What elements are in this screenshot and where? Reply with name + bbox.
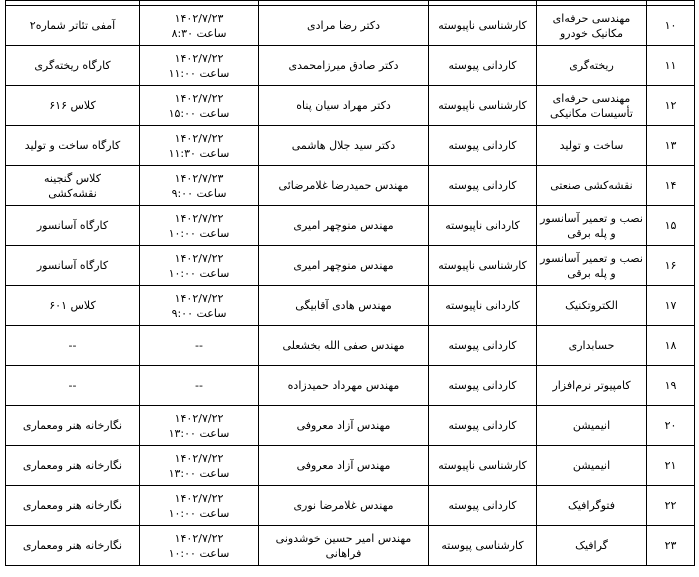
- table-row: [6, 486, 695, 526]
- date-time-cell: [140, 406, 259, 446]
- row-number-cell: [647, 286, 695, 326]
- location-cell-line: نگارخانه هنر ومعماری: [22, 499, 123, 512]
- level-cell-text: کارشناسی ناپیوسته: [438, 99, 527, 112]
- table-row: [6, 126, 695, 166]
- location-cell-line: نگارخانه هنر ومعماری: [22, 539, 123, 552]
- field-cell: [537, 6, 647, 46]
- instructor-cell-line: مهندس صفی الله بخشعلی: [282, 339, 405, 352]
- date-time-cell: [140, 6, 259, 46]
- row-number-cell-text: ۲۱: [664, 459, 677, 472]
- field-cell-line: ساخت و تولید: [559, 139, 624, 152]
- field-cell-line: مکانیک خودرو: [559, 26, 624, 40]
- location-cell-line: نقشه‌کشی: [48, 186, 97, 200]
- location-cell-line: کارگاه ریخته‌گری: [34, 59, 111, 72]
- date-time-cell: [140, 326, 259, 366]
- instructor-cell: [259, 446, 429, 486]
- level-cell-text: کاردانی پیوسته: [448, 339, 517, 352]
- instructor-cell: [259, 326, 429, 366]
- location-cell: [6, 86, 140, 126]
- field-cell: [537, 46, 647, 86]
- field-cell-line: و پله برقی: [567, 266, 616, 280]
- date-time-cell: [140, 366, 259, 406]
- level-cell: [429, 286, 537, 326]
- location-cell-line: نگارخانه هنر ومعماری: [22, 459, 123, 472]
- location-cell: [6, 46, 140, 86]
- row-number-cell-text: ۱۷: [664, 299, 677, 312]
- date-time-cell-line: ۱۴۰۲/۷/۲۲: [174, 411, 224, 425]
- table-row: [6, 286, 695, 326]
- row-number-cell-text: ۱۱: [664, 59, 677, 72]
- location-cell: [6, 326, 140, 366]
- instructor-cell: [259, 366, 429, 406]
- instructor-cell: [259, 6, 429, 46]
- date-time-cell-line: ۱۴۰۲/۷/۲۲: [174, 291, 224, 305]
- date-time-cell: [140, 46, 259, 86]
- date-time-cell-line: ساعت ۱۰:۰۰: [168, 226, 230, 240]
- date-time-cell-line: ۱۴۰۲/۷/۲۳: [174, 11, 224, 25]
- location-cell-line: کلاس ۶۱۶: [49, 99, 96, 112]
- instructor-cell: [259, 246, 429, 286]
- instructor-cell-line: دکتر صادق میرزامحمدی: [288, 59, 399, 72]
- field-cell-line: تأسیسات مکانیکی: [550, 106, 633, 120]
- row-number-cell: [647, 326, 695, 366]
- field-cell-line: انیمیشن: [572, 459, 611, 472]
- date-time-cell-line: ساعت ۱۳:۰۰: [168, 426, 230, 440]
- date-time-cell-line: ۱۴۰۲/۷/۲۲: [174, 51, 224, 65]
- date-time-cell: [140, 446, 259, 486]
- row-number-cell-text: ۱۹: [664, 379, 677, 392]
- instructor-cell-line: مهندس امیر حسین خوشدونی: [275, 531, 412, 545]
- date-time-cell-line: ۱۴۰۲/۷/۲۳: [174, 171, 224, 185]
- level-cell-text: کاردانی پیوسته: [448, 419, 517, 432]
- location-cell: [6, 406, 140, 446]
- instructor-cell: [259, 486, 429, 526]
- location-cell: [6, 126, 140, 166]
- location-cell-line: کارگاه آسانسور: [36, 259, 109, 272]
- level-cell: [429, 326, 537, 366]
- field-cell: [537, 126, 647, 166]
- instructor-cell: [259, 166, 429, 206]
- instructor-cell-line: مهندس منوچهر امیری: [293, 259, 394, 272]
- field-cell: [537, 246, 647, 286]
- location-cell: [6, 246, 140, 286]
- instructor-cell-line: مهندس آزاد معروفی: [296, 459, 391, 472]
- level-cell-text: کارشناسی ناپیوسته: [438, 259, 527, 272]
- level-cell: [429, 86, 537, 126]
- field-cell-line: و پله برقی: [567, 226, 616, 240]
- date-time-cell-line: ۱۴۰۲/۷/۲۲: [174, 251, 224, 265]
- location-cell: [6, 206, 140, 246]
- row-number-cell-text: ۱۸: [664, 339, 677, 352]
- field-cell-line: گرافیک: [575, 539, 608, 552]
- level-cell-text: کارشناسی پیوسته: [441, 539, 524, 552]
- field-cell: [537, 366, 647, 406]
- instructor-cell-line: دکتر سید جلال هاشمی: [291, 139, 396, 152]
- level-cell-text: کارشناسی ناپیوسته: [438, 459, 527, 472]
- location-cell-line: --: [68, 339, 77, 352]
- location-cell: [6, 486, 140, 526]
- location-cell-line: آمفی تئاتر شماره۲: [29, 19, 116, 32]
- level-cell: [429, 126, 537, 166]
- instructor-cell: [259, 406, 429, 446]
- level-cell-text: کارشناسی ناپیوسته: [438, 19, 527, 32]
- date-time-cell-line: ساعت ۱۰:۰۰: [168, 266, 230, 280]
- row-number-cell: [647, 526, 695, 566]
- instructor-cell-line: فراهانی: [325, 546, 362, 560]
- field-cell: [537, 326, 647, 366]
- instructor-cell-line: دکتر مهراد سیان پناه: [296, 99, 391, 112]
- field-cell: [537, 446, 647, 486]
- date-time-cell: [140, 286, 259, 326]
- date-time-cell-line: ساعت ۱۱:۰۰: [168, 66, 230, 80]
- row-number-cell: [647, 486, 695, 526]
- level-cell-text: کاردانی پیوسته: [448, 139, 517, 152]
- field-cell-line: مهندسی حرفه‌ای: [552, 91, 631, 105]
- instructor-cell: [259, 206, 429, 246]
- level-cell-text: کاردانی پیوسته: [448, 179, 517, 192]
- level-cell-text: کاردانی ناپیوسته: [445, 219, 520, 232]
- row-number-cell: [647, 6, 695, 46]
- instructor-cell-line: مهندس آزاد معروفی: [296, 419, 391, 432]
- table-row: [6, 366, 695, 406]
- date-time-cell: [140, 206, 259, 246]
- date-time-cell-line: ساعت ۱۵:۰۰: [168, 106, 230, 120]
- date-time-cell: [140, 86, 259, 126]
- level-cell: [429, 526, 537, 566]
- field-cell: [537, 206, 647, 246]
- level-cell: [429, 206, 537, 246]
- date-time-cell-line: ساعت ۹:۰۰: [171, 186, 227, 200]
- row-number-cell-text: ۲۳: [664, 539, 677, 552]
- date-time-cell-line: ۱۴۰۲/۷/۲۲: [174, 451, 224, 465]
- location-cell-line: کارگاه آسانسور: [36, 219, 109, 232]
- row-number-cell-text: ۱۳: [664, 139, 677, 152]
- level-cell: [429, 366, 537, 406]
- table-row: [6, 6, 695, 46]
- date-time-cell-line: --: [195, 339, 203, 352]
- table-row: [6, 446, 695, 486]
- date-time-cell: [140, 126, 259, 166]
- date-time-cell-line: ساعت ۱۱:۳۰: [168, 146, 230, 160]
- row-number-cell-text: ۲۲: [664, 499, 677, 512]
- date-time-cell-line: --: [195, 379, 203, 392]
- row-number-cell-text: ۱۴: [664, 179, 677, 192]
- instructor-cell-line: مهندس مهرداد حمیدزاده: [287, 379, 400, 392]
- location-cell: [6, 6, 140, 46]
- date-time-cell: [140, 246, 259, 286]
- row-number-cell-text: ۲۰: [664, 419, 677, 432]
- level-cell: [429, 406, 537, 446]
- date-time-cell-line: ۱۴۰۲/۷/۲۲: [174, 491, 224, 505]
- table-row: [6, 86, 695, 126]
- location-cell: [6, 366, 140, 406]
- field-cell-line: حسابداری: [568, 339, 615, 352]
- instructor-cell-line: دکتر رضا مرادی: [306, 19, 381, 32]
- instructor-cell-line: مهندس منوچهر امیری: [293, 219, 394, 232]
- table-row: [6, 166, 695, 206]
- schedule-table-container: [5, 0, 694, 566]
- field-cell-line: ریخته‌گری: [569, 59, 614, 72]
- location-cell-line: کارگاه ساخت و تولید: [24, 139, 121, 152]
- field-cell: [537, 526, 647, 566]
- instructor-cell: [259, 46, 429, 86]
- field-cell-line: نصب و تعمیر آسانسور: [540, 251, 643, 265]
- instructor-cell: [259, 286, 429, 326]
- location-cell-line: کلاس ۶۰۱: [49, 299, 96, 312]
- field-cell-line: فتوگرافیک: [567, 499, 616, 512]
- table-row: [6, 246, 695, 286]
- date-time-cell-line: ۱۴۰۲/۷/۲۲: [174, 91, 224, 105]
- table-row: [6, 526, 695, 566]
- instructor-cell: [259, 126, 429, 166]
- level-cell: [429, 166, 537, 206]
- level-cell-text: کاردانی ناپیوسته: [445, 299, 520, 312]
- row-number-cell: [647, 406, 695, 446]
- schedule-table-body: [6, 1, 695, 566]
- level-cell: [429, 446, 537, 486]
- row-number-cell: [647, 446, 695, 486]
- date-time-cell-line: ۱۴۰۲/۷/۲۲: [174, 131, 224, 145]
- row-number-cell-text: ۱۰: [664, 19, 677, 32]
- field-cell: [537, 486, 647, 526]
- date-time-cell-line: ساعت ۱۰:۰۰: [168, 546, 230, 560]
- table-row: [6, 406, 695, 446]
- field-cell: [537, 286, 647, 326]
- row-number-cell-text: ۱۲: [664, 99, 677, 112]
- date-time-cell-line: ۱۴۰۲/۷/۲۲: [174, 531, 224, 545]
- location-cell-line: نگارخانه هنر ومعماری: [22, 419, 123, 432]
- level-cell: [429, 486, 537, 526]
- instructor-cell-line: مهندس حمیدرضا غلامرضائی: [278, 179, 409, 192]
- field-cell: [537, 166, 647, 206]
- date-time-cell-line: ساعت ۱۳:۰۰: [168, 466, 230, 480]
- instructor-cell-line: مهندس غلامرضا نوری: [293, 499, 394, 512]
- instructor-cell: [259, 86, 429, 126]
- level-cell: [429, 246, 537, 286]
- table-row: [6, 46, 695, 86]
- field-cell-line: نقشه‌کشی صنعتی: [550, 179, 633, 192]
- field-cell: [537, 406, 647, 446]
- instructor-cell-line: مهندس هادی آقابیگی: [295, 299, 392, 312]
- level-cell-text: کاردانی پیوسته: [448, 499, 517, 512]
- field-cell-line: مهندسی حرفه‌ای: [552, 11, 631, 25]
- table-row: [6, 326, 695, 366]
- date-time-cell-line: ساعت ۸:۳۰: [171, 26, 227, 40]
- row-number-cell: [647, 86, 695, 126]
- location-cell: [6, 526, 140, 566]
- date-time-cell-line: ۱۴۰۲/۷/۲۲: [174, 211, 224, 225]
- field-cell: [537, 86, 647, 126]
- field-cell-line: نصب و تعمیر آسانسور: [540, 211, 643, 225]
- instructor-cell: [259, 526, 429, 566]
- level-cell: [429, 6, 537, 46]
- date-time-cell: [140, 486, 259, 526]
- date-time-cell-line: ساعت ۱۰:۰۰: [168, 506, 230, 520]
- field-cell-line: انیمیشن: [572, 419, 611, 432]
- row-number-cell: [647, 166, 695, 206]
- row-number-cell: [647, 126, 695, 166]
- location-cell-line: --: [68, 379, 77, 392]
- location-cell: [6, 286, 140, 326]
- row-number-cell: [647, 206, 695, 246]
- location-cell: [6, 446, 140, 486]
- date-time-cell: [140, 526, 259, 566]
- row-number-cell: [647, 366, 695, 406]
- date-time-cell: [140, 166, 259, 206]
- location-cell-line: کلاس گنجینه: [44, 171, 101, 185]
- row-number-cell-text: ۱۵: [664, 219, 677, 232]
- table-row: [6, 206, 695, 246]
- field-cell-line: کامپیوتر نرم‌افزار: [552, 379, 631, 392]
- level-cell: [429, 46, 537, 86]
- level-cell-text: کاردانی پیوسته: [448, 59, 517, 72]
- schedule-table: [5, 0, 695, 566]
- location-cell: [6, 166, 140, 206]
- row-number-cell: [647, 246, 695, 286]
- level-cell-text: کاردانی پیوسته: [448, 379, 517, 392]
- field-cell-line: الکتروتکنیک: [565, 299, 618, 312]
- row-number-cell-text: ۱۶: [664, 259, 677, 272]
- date-time-cell-line: ساعت ۹:۰۰: [171, 306, 227, 320]
- row-number-cell: [647, 46, 695, 86]
